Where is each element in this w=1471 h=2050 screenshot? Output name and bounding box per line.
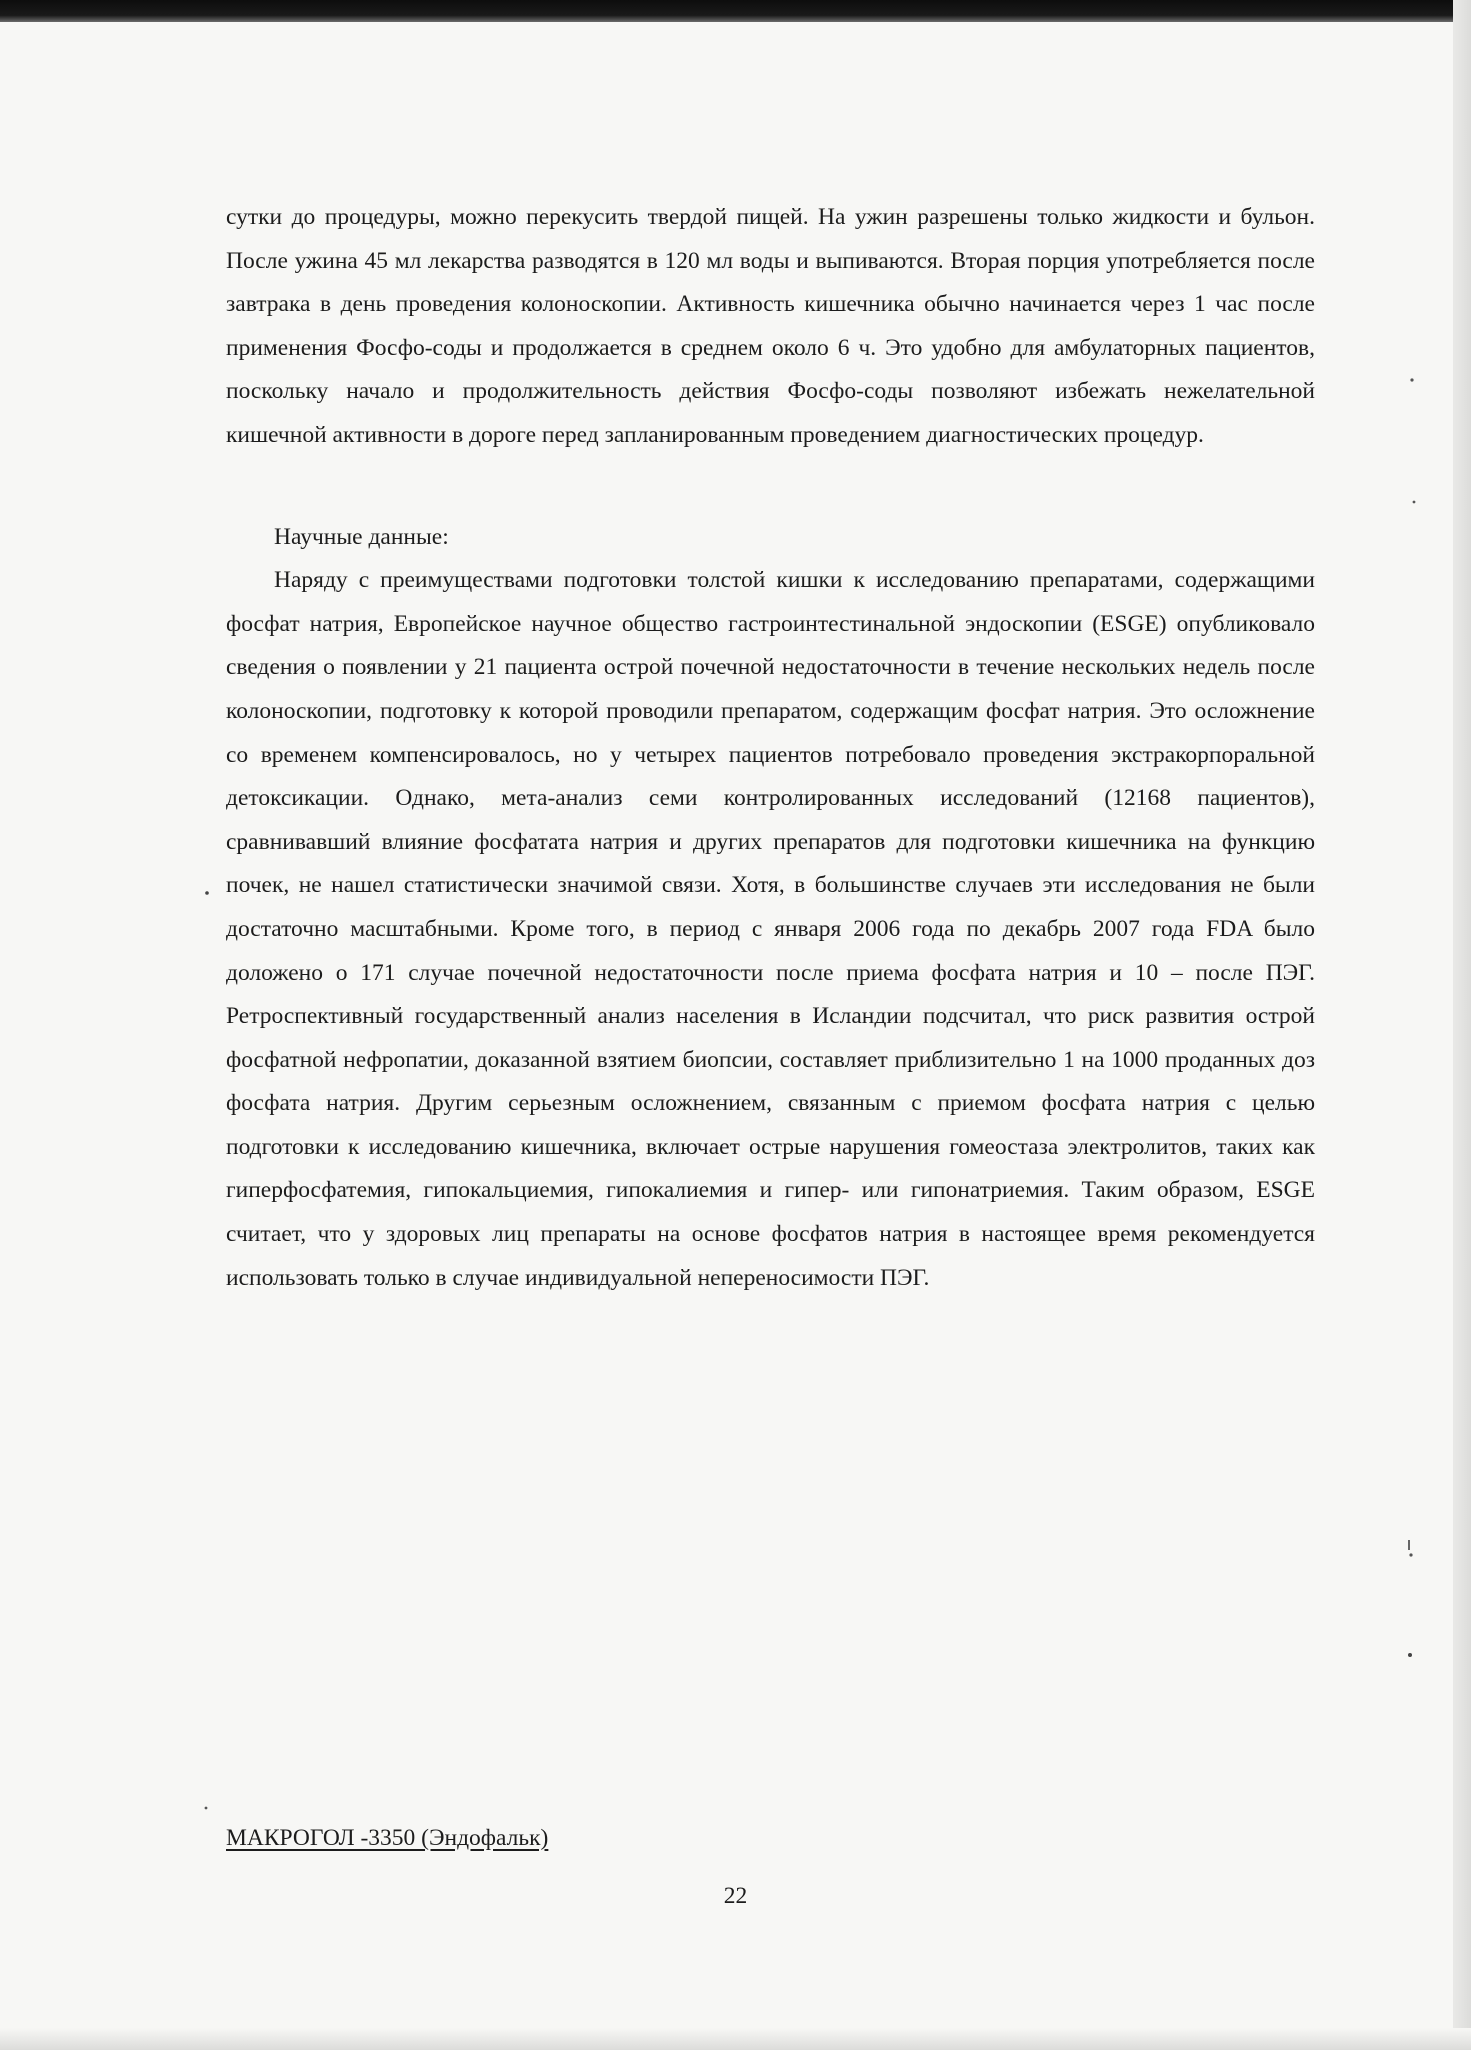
speck <box>205 891 209 895</box>
scan-bottom-edge <box>0 2028 1471 2050</box>
paragraph: сутки до процедуры, можно перекусить твердой пищей. На ужин разрешены только жидкости и бульон. После ужина 45 мл лекарства разводятся в 120 мл воды и выпиваются. Вторая порция употребляется после завтрака в день проведения колоноскопии. Активность кишечника обычно начинается через 1 час после применения Фосфо-соды и продолжается в среднем около 6 ч. Это удобно для амбулаторных пациентов, поскольку начало и продолжительность действия Фосфо-соды позволяют избежать нежелательной кишечной активности в дороге перед запланированным проведением диагностических процедур. <box>226 204 1315 448</box>
paragraph-gap <box>226 458 1315 516</box>
speck <box>1408 1653 1412 1657</box>
speck <box>1409 1553 1412 1556</box>
section-heading: Научные данные: <box>274 523 449 550</box>
page-body <box>226 196 1315 1300</box>
speck <box>1413 501 1416 504</box>
speck <box>205 1807 208 1810</box>
scan-top-edge <box>0 0 1471 22</box>
speck <box>1408 1540 1410 1550</box>
drug-subheading: МАКРОГОЛ -3350 (Эндофальк) <box>226 1825 549 1851</box>
page-number: 22 <box>723 1883 748 1909</box>
paragraph: Наряду с преимуществами подготовки толстой кишки к исследованию препаратами, содержащими фосфат натрия, Европейское научное общество гастроинтестинальной эндоскопии (ESGE) опубликовало сведения о появлении у 21 пациента острой почечной недостаточности в течение нескольких недель после колоноскопии, подготовку к которой проводили препаратом, содержащим фосфат натрия. Это осложнение со временем компенсировалось, но у четырех пациентов потребовало проведения экстракорпоральной детоксикации. Однако, мета-анализ семи контролированных исследований (12168 пациентов), сравнивавший влияние фосфатата натрия и других препаратов для подготовки кишечника на функцию почек, не нашел статистически значимой связи. Хотя, в большинстве случаев эти исследования не были достаточно масштабными. Кроме того, в период с января 2006 года по декабрь 2007 года FDA было доложено о 171 случае почечной недостаточности после приема фосфата натрия и 10 – после ПЭГ. Ретроспективный государственный анализ населения в Исландии подсчитал, что риск развития острой фосфатной нефропатии, доказанной взятием биопсии, составляет приблизительно 1 на 1000 проданных доз фосфата натрия. Другим серьезным осложнением, связанным с приемом фосфата натрия с целью подготовки к исследованию кишечника, включает острые нарушения гомеостаза электролитов, таких как гиперфосфатемия, гипокальциемия, гипокалиемия и гипер- или гипонатриемия. Таким образом, ESGE считает, что у здоровых лиц препараты на основе фосфатов натрия в настоящее время рекомендуется использовать только в случае индивидуальной непереносимости ПЭГ. <box>226 567 1315 1291</box>
speck <box>1410 378 1413 381</box>
scan-right-edge <box>1453 0 1471 2050</box>
